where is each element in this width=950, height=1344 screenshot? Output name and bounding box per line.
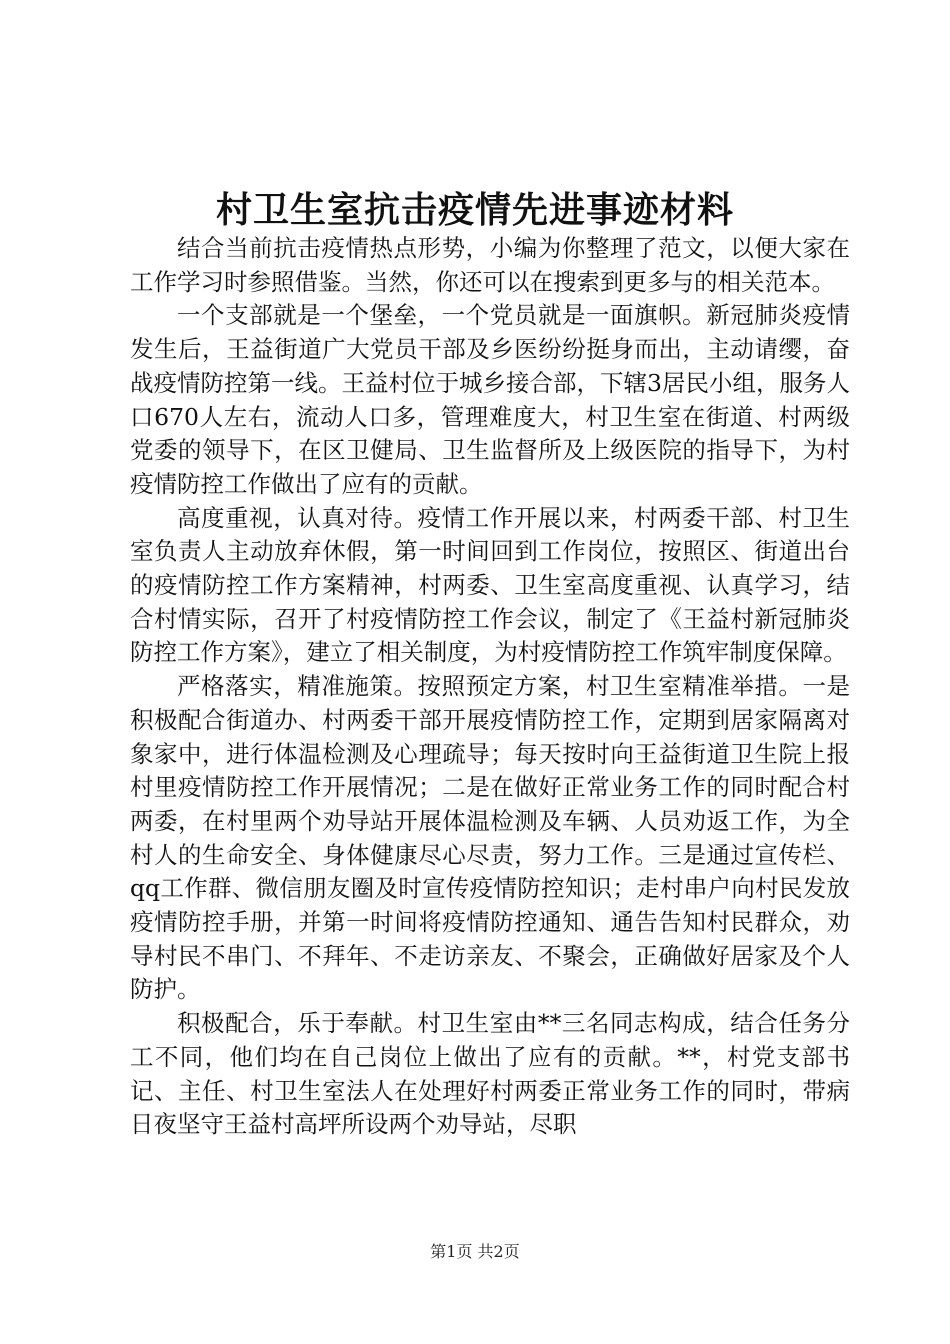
paragraph-background: 一个支部就是一个堡垒，一个党员就是一面旗帜。新冠肺炎疫情发生后，王益街道广大党员干部及乡医纷纷挺身而出，主动请缨，奋战疫情防控第一线。王益村位于城乡接合部，下辖3居民小组，服务人口670人左右，流动人口多，管理难度大，村卫生室在街道、村两级党委的领导下，在区卫健局、卫生监督所及上级医院的指导下，为村疫情防控工作做出了应有的贡献。 bbox=[130, 301, 850, 498]
document-title: 村卫生室抗击疫情先进事迹材料 bbox=[215, 189, 734, 231]
paragraph-intro: 结合当前抗击疫情热点形势，小编为你整理了范文，以便大家在工作学习时参照借鉴。当然，你还可以在搜索到更多与的相关范本。 bbox=[130, 234, 850, 296]
document-body bbox=[130, 232, 850, 1142]
page-number-footer: 第1页 共2页 bbox=[430, 1242, 520, 1261]
paragraph-high-attention: 高度重视，认真对待。疫情工作开展以来，村两委干部、村卫生室负责人主动放弃休假，第一时间回到工作岗位，按照区、街道出台的疫情防控工作方案精神，村两委、卫生室高度重视、认真学习，结合村情实际，召开了村疫情防控工作会议，制定了《王益村新冠肺炎防控工作方案》，建立了相关制度，为村疫情防控工作筑牢制度保障。 bbox=[130, 503, 850, 667]
paragraph-active-cooperation: 积极配合，乐于奉献。村卫生室由**三名同志构成，结合任务分工不同，他们均在自己岗位上做出了应有的贡献。**，村党支部书记、主任、村卫生室法人在处理好村两委正常业务工作的同时，带病日夜坚守王益村高坪所设两个劝导站，尽职 bbox=[130, 1009, 850, 1139]
paragraph-strict-implementation: 严格落实，精准施策。按照预定方案，村卫生室精准举措。一是积极配合街道办、村两委干部开展疫情防控工作，定期到居家隔离对象家中，进行体温检测及心理疏导；每天按时向王益街道卫生院上报村里疫情防控工作开展情况；二是在做好正常业务工作的同时配合村两委，在村里两个劝导站开展体温检测及车辆、人员劝返工作，为全村人的生命安全、身体健康尽心尽责，努力工作。三是通过宣传栏、qq工作群、微信朋友圈及时宣传疫情防控知识；走村串户向村民发放疫情防控手册，并第一时间将疫情防控通知、通告告知村民群众，劝导村民不串门、不拜年、不走访亲友、不聚会，正确做好居家及个人防护。 bbox=[130, 672, 850, 1004]
